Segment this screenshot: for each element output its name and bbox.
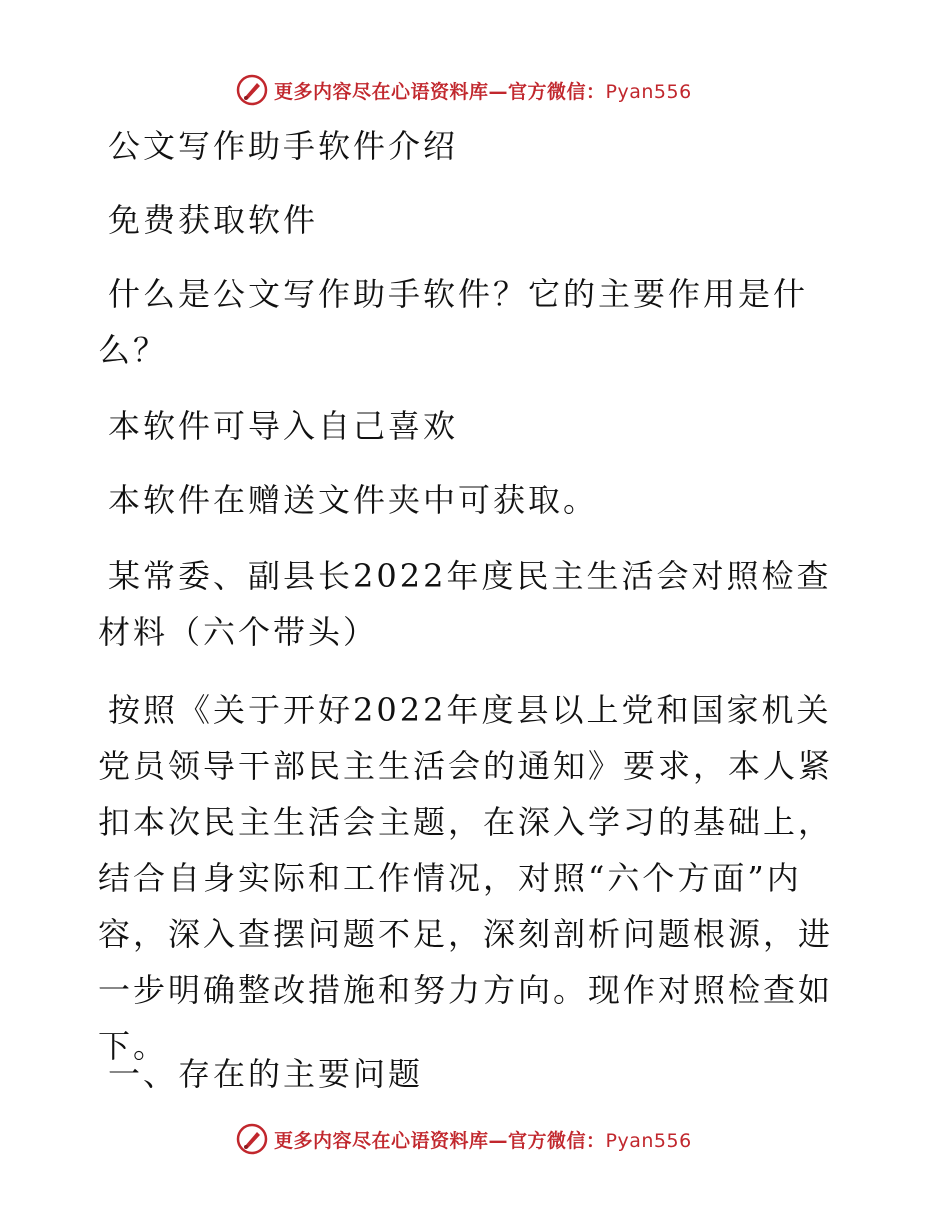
section-heading: 一、存在的主要问题 bbox=[108, 1055, 424, 1093]
paragraph-4: 本软件可导入自己喜欢 bbox=[108, 407, 459, 445]
pen-logo-icon bbox=[236, 1123, 268, 1155]
watermark-text: 更多内容尽在心语资料库—官方微信：Pyan556 bbox=[274, 80, 692, 103]
paragraph-5: 本软件在赠送文件夹中可获取。 bbox=[108, 481, 599, 519]
paragraph-1: 公文写作助手软件介绍 bbox=[108, 127, 459, 165]
watermark-handle: Pyan556 bbox=[605, 1129, 692, 1152]
paragraph-6: 某常委、副县长2022年度民主生活会对照检查材料（六个带头） bbox=[98, 557, 832, 651]
header-watermark bbox=[236, 73, 692, 107]
watermark-text: 更多内容尽在心语资料库—官方微信：Pyan556 bbox=[274, 1129, 692, 1152]
paragraph-7: 按照《关于开好2022年度县以上党和国家机关党员领导干部民主生活会的通知》要求，本人紧扣本次民主生活会主题，在深入学习的基础上，结合自身实际和工作情况，对照“六个方面”内容，深入查摆问题不足，深刻剖析问题根源，进一步明确整改措施和努力方向。现作对照检查如下。 bbox=[98, 691, 834, 1065]
pen-logo-icon bbox=[236, 74, 268, 106]
watermark-handle: Pyan556 bbox=[605, 80, 692, 103]
paragraph-3: 什么是公文写作助手软件？它的主要作用是什么？ bbox=[98, 275, 809, 369]
paragraph-2: 免费获取软件 bbox=[108, 201, 319, 239]
footer-watermark bbox=[236, 1122, 692, 1156]
